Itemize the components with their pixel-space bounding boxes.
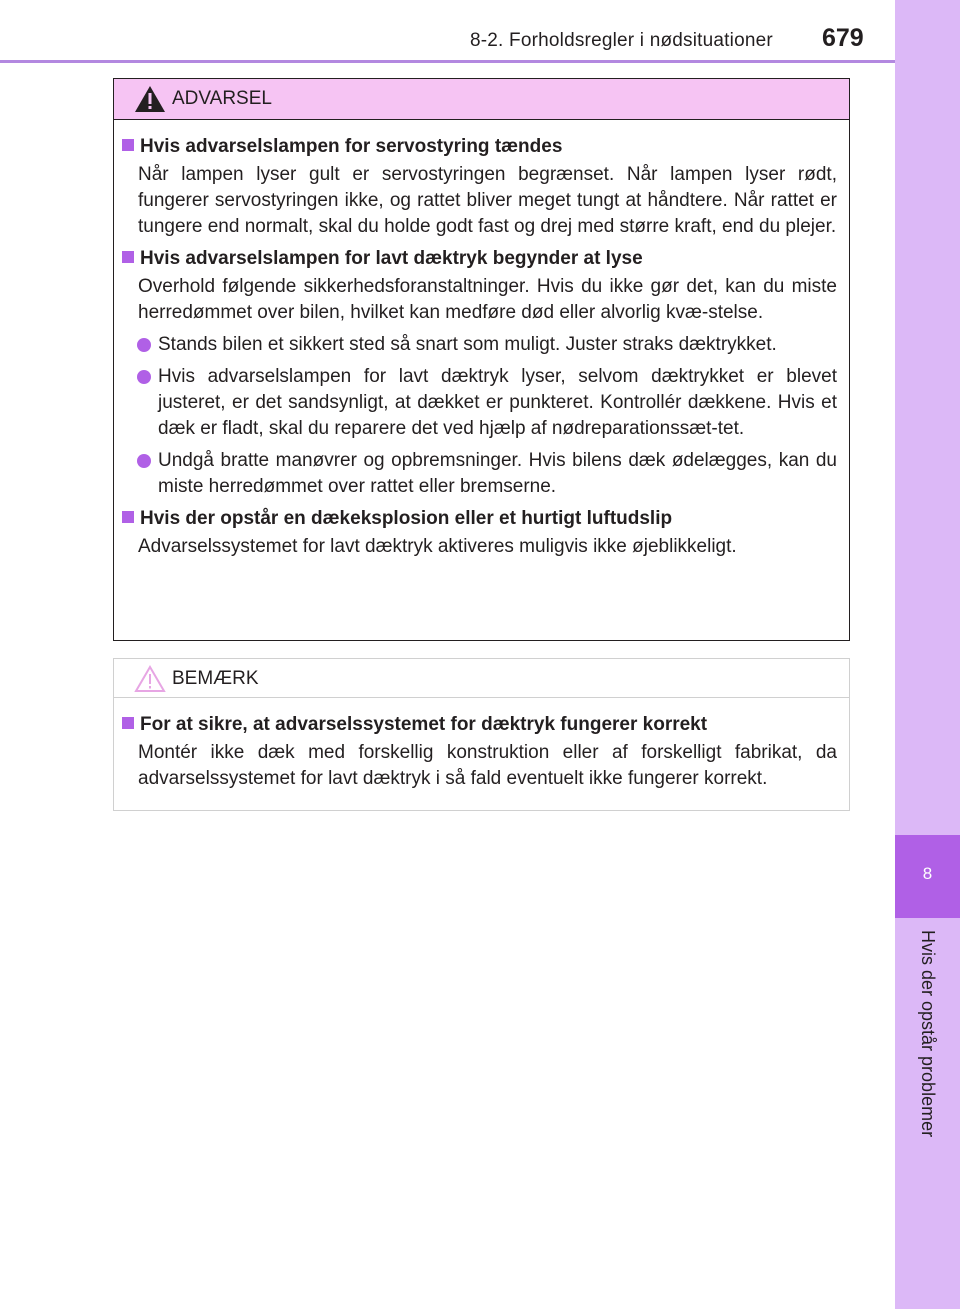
warning-section-title: Hvis advarselslampen for lavt dæktryk begynder at lyse — [122, 246, 837, 272]
round-bullet-icon — [137, 454, 151, 468]
warning-section-text: Overhold følgende sikkerhedsforanstaltninger. Hvis du ikke gør det, kan du miste herredømmet over bilen, hvilket kan medføre død eller alvorlig kvæ-stelse. — [138, 276, 837, 323]
chapter-number: 8 — [922, 864, 933, 883]
note-section-title: For at sikre, at advarselssystemet for dæktryk fungerer korrekt — [122, 712, 837, 738]
square-bullet-icon — [122, 139, 134, 151]
warning-section-title: Hvis advarselslampen for servostyring tændes — [122, 134, 837, 160]
note-content — [114, 698, 849, 792]
page-header — [0, 0, 895, 62]
warning-header — [114, 79, 849, 120]
square-bullet-icon — [122, 511, 134, 523]
list-item: Hvis advarselslampen for lavt dæktryk lyser, selvom dæktrykket er blevet justeret, er det sandsynligt, at dækket er punkteret. Kontrollér dækkene. Hvis et dæk er fladt, skal du reparere det ved hjælp af nødreparationssæt-tet. — [158, 364, 837, 442]
note-label: BEMÆRK — [172, 668, 259, 689]
chapter-side-tab — [895, 0, 960, 1309]
chapter-label: Hvis der opstår problemer — [918, 930, 938, 1138]
note-section-text: Montér ikke dæk med forskellig konstruktion eller af forskelligt fabrikat, da advarselssystemet for lavt dæktryk i så fald eventuelt ikke fungerer korrekt. — [138, 742, 837, 789]
warning-box — [113, 78, 850, 641]
warning-section-title: Hvis der opstår en dækeksplosion eller et hurtigt luftudslip — [122, 506, 837, 532]
page-number: 679 — [822, 24, 864, 52]
warning-section-text: Advarselssystemet for lavt dæktryk aktiveres muligvis ikke øjeblikkeligt. — [138, 536, 737, 557]
warning-content — [114, 120, 849, 560]
warning-label: ADVARSEL — [172, 88, 272, 109]
list-item: Stands bilen et sikkert sted så snart som muligt. Juster straks dæktrykket. — [158, 332, 837, 358]
warning-triangle-icon — [134, 85, 166, 113]
warning-section-text: Når lampen lyser gult er servostyringen begrænset. Når lampen lyser rødt, fungerer servostyringen ikke, og rattet bliver meget tungt at håndtere. Når rattet er tungere end normalt, skal du holde godt fast og drej med større kraft, end du plejer. — [138, 164, 837, 237]
square-bullet-icon — [122, 717, 134, 729]
caution-triangle-icon — [134, 665, 166, 693]
note-box — [113, 658, 850, 811]
round-bullet-icon — [137, 370, 151, 384]
section-title: 8-2. Forholdsregler i nødsituationer — [470, 30, 773, 51]
note-header — [114, 659, 849, 698]
square-bullet-icon — [122, 251, 134, 263]
header-divider — [0, 60, 895, 63]
list-item: Undgå bratte manøvrer og opbremsninger. Hvis bilens dæk ødelægges, kan du miste herredømmet over rattet eller bremserne. — [158, 448, 837, 500]
round-bullet-icon — [137, 338, 151, 352]
